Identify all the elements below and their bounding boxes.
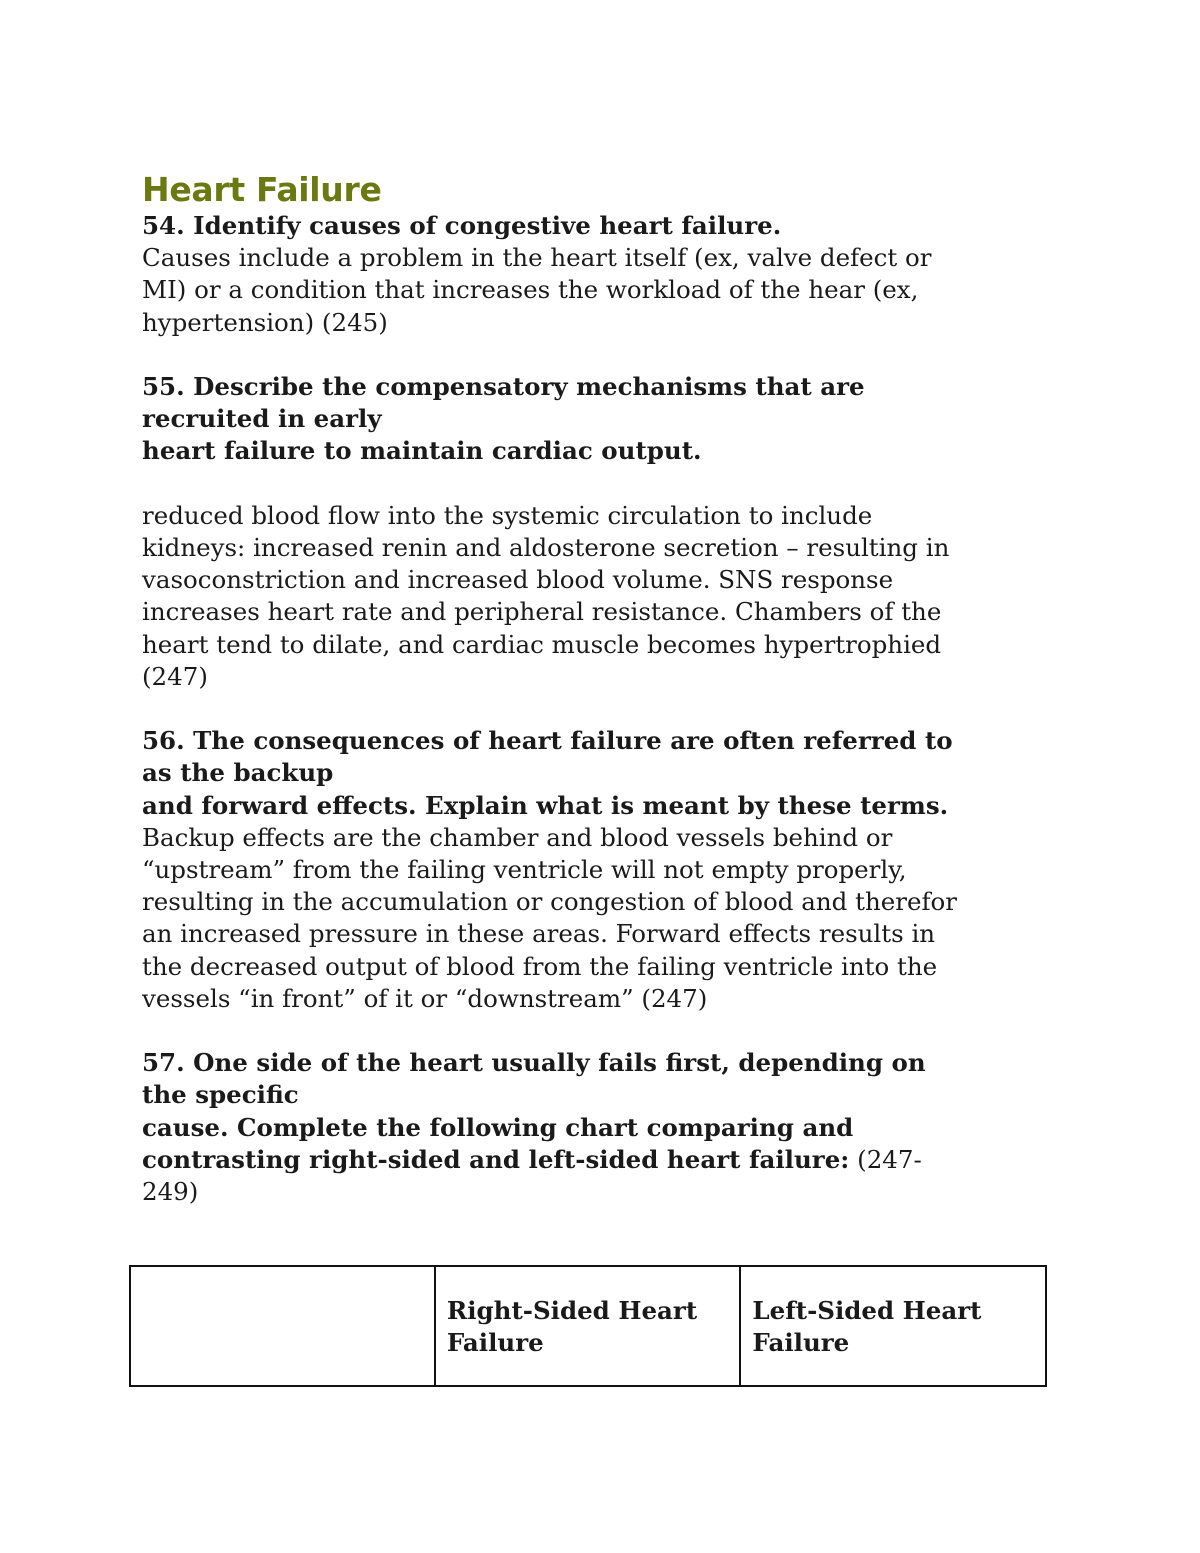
answer-line: (247) [142,661,208,691]
answer-55 [142,500,1072,693]
answer-line: Backup effects are the chamber and blood vessels behind or [142,822,893,852]
question-line: heart failure to maintain cardiac output. [142,436,702,466]
answer-line: heart tend to dilate, and cardiac muscle becomes hypertrophied [142,629,942,659]
question-54 [142,210,1072,242]
question-last-bold: contrasting right-sided and left-sided heart failure: [142,1144,850,1174]
question-line: 57. One side of the heart usually fails first, depending on [142,1048,926,1078]
answer-line: an increased pressure in these areas. Forward effects results in [142,919,936,949]
answer-line: kidneys: increased renin and aldosterone secretion – resulting in [142,533,950,562]
question-line: 56. The consequences of heart failure are often referred to [142,726,953,756]
answer-line: MI) or a condition that increases the workload of the hear (ex, [142,275,919,305]
answer-line: increases heart rate and peripheral resistance. Chambers of the [142,597,942,627]
answer-line: “upstream” from the failing ventricle will not empty properly, [142,855,907,885]
answer-line: reduced blood flow into the systemic circulation to include [142,500,873,530]
answer-line: resulting in the accumulation or congestion of blood and therefor [142,887,957,917]
table-header-right-sided: Right-Sided Heart Failure [435,1266,741,1386]
answer-57 [142,1176,1072,1208]
answer-line: the decreased output of blood from the failing ventricle into the [142,951,938,981]
document-title: Heart Failure [142,170,382,209]
question-line: as the backup [142,758,334,788]
answer-56 [142,822,1072,1015]
table-header-row [130,1266,1046,1386]
question-line: 54. Identify causes of congestive heart failure. [142,211,782,240]
question-line: and forward effects. Explain what is meant by these terms. [142,790,949,820]
question-55 [142,371,1072,468]
document-page [142,170,1072,1208]
question-line-last [142,1144,1072,1176]
question-line: the specific [142,1080,299,1110]
answer-54 [142,242,1072,339]
question-56 [142,725,1072,822]
question-line: cause. Complete the following chart comparing and [142,1112,854,1142]
answer-line: 249) [142,1177,199,1207]
answer-line: vasoconstriction and increased blood volume. SNS response [142,565,894,595]
table-header-left-sided: Left-Sided Heart Failure [740,1266,1046,1386]
answer-line: vessels “in front” of it or “downstream” (247) [142,983,708,1013]
question-line: 55. Describe the compensatory mechanisms that are [142,372,865,401]
answer-line: Causes include a problem in the heart itself (ex, valve defect or [142,243,932,273]
answer-line: hypertension) (245) [142,307,388,337]
question-line: recruited in early [142,404,382,434]
question-last-pages: (247- [849,1144,922,1174]
question-57 [142,1047,1072,1176]
comparison-table [129,1265,1047,1387]
table-header-empty [130,1266,435,1386]
